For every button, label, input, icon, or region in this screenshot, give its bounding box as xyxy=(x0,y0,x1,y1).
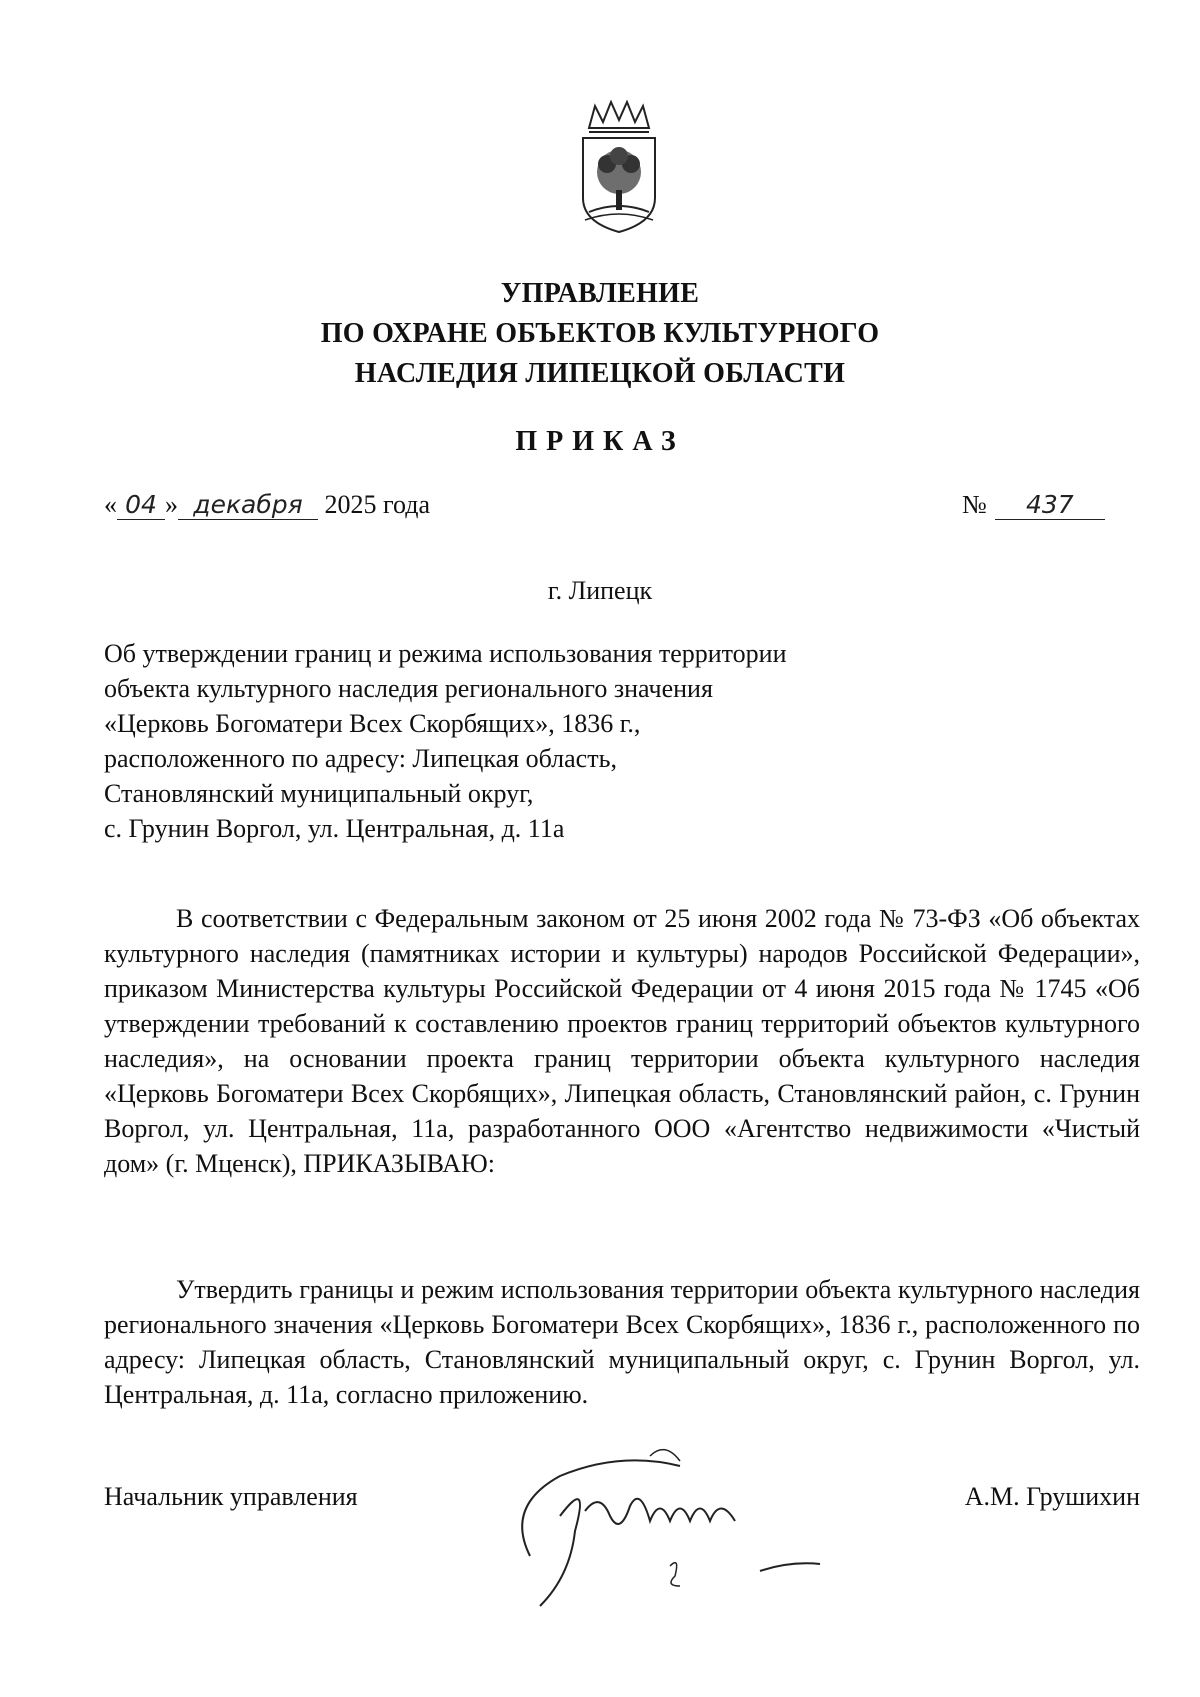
subject-line: Становлянский муниципальный округ, xyxy=(104,779,534,808)
coat-of-arms-icon xyxy=(575,100,663,240)
city: г. Липецк xyxy=(547,576,653,605)
handwritten-signature-icon xyxy=(500,1436,890,1626)
number-label: № xyxy=(962,490,987,519)
signatory-name: А.М. Грушихин xyxy=(964,1482,1140,1511)
org-line-1: УПРАВЛЕНИЕ xyxy=(500,278,700,309)
org-line-2: ПО ОХРАНЕ ОБЪЕКТОВ КУЛЬТУРНОГО xyxy=(320,318,880,349)
document-type: ПРИКАЗ xyxy=(515,426,685,457)
date-close-quote: » xyxy=(165,490,178,519)
order-date xyxy=(104,490,430,534)
order-subject xyxy=(104,636,924,846)
subject-line: объекта культурного наследия регионального значения xyxy=(104,674,713,703)
body-paragraph-2: Утвердить границы и режим использования территории объекта культурного наследия регионального значения «Церковь Богоматери Всех Скорбящих», 1836 г., расположенного по адресу: Липецкая область, Становлянский муниципальный округ, с. Грунин Воргол, ул. Центральная, д. 11а, согласно приложению. xyxy=(104,1275,1140,1409)
subject-line: «Церковь Богоматери Всех Скорбящих», 1836 г., xyxy=(104,709,641,738)
subject-line: Об утверждении границ и режима использования территории xyxy=(104,639,787,668)
number-value: 437 xyxy=(995,491,1105,520)
date-month: декабря xyxy=(178,491,318,520)
date-open-quote: « xyxy=(104,490,117,519)
subject-line: расположенного по адресу: Липецкая область, xyxy=(104,744,617,773)
subject-line: с. Грунин Воргол, ул. Центральная, д. 11а xyxy=(104,814,565,843)
date-day: 04 xyxy=(117,491,165,520)
org-line-3: НАСЛЕДИЯ ЛИПЕЦКОЙ ОБЛАСТИ xyxy=(354,358,846,389)
signatory-role: Начальник управления xyxy=(104,1482,358,1511)
organization-name xyxy=(0,274,1200,394)
order-number xyxy=(962,490,1105,520)
date-year: 2025 года xyxy=(324,490,431,519)
body-paragraph-1: В соответствии с Федеральным законом от 25 июня 2002 года № 73-ФЗ «Об объектах культурного наследия (памятниках истории и культуры) народов Российской Федерации», приказом Министерства культуры Российской Федерации от 4 июня 2015 года № 1745 «Об утверждении требований к составлению проектов границ территорий объектов культурного наследия», на основании проекта границ территории объекта культурного наследия «Церковь Богоматери Всех Скорбящих», Липецкая область, Становлянский район, с. Грунин Воргол, ул. Центральная, 11а, разработанного ООО «Агентство недвижимости «Чистый дом» (г. Мценск), ПРИКАЗЫВАЮ: xyxy=(104,904,1140,1178)
